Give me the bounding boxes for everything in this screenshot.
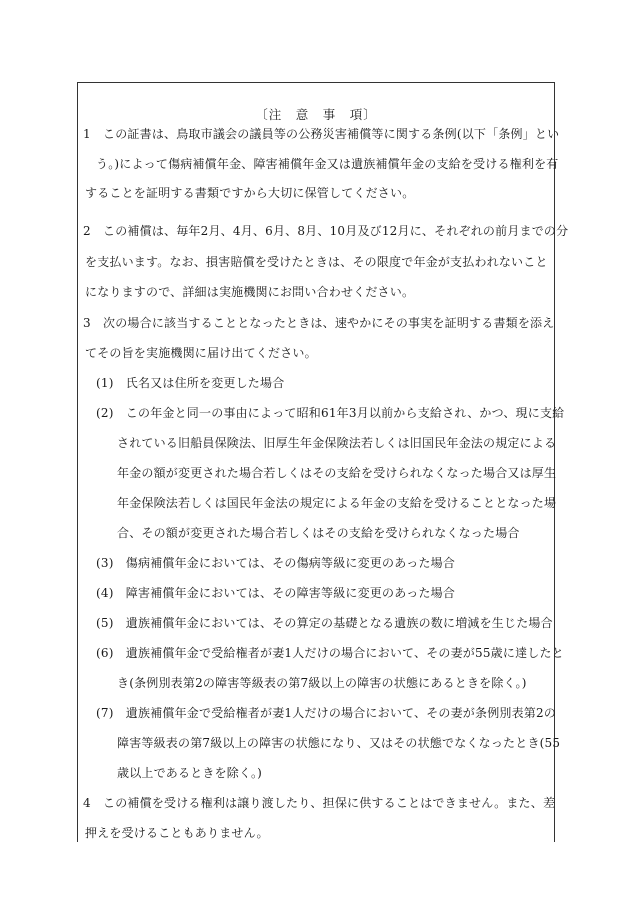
text-line: 1 この証書は、鳥取市議会の議員等の公務災害補償等に関する条例(以下「条例」とい bbox=[83, 127, 560, 141]
list-item: (3) 傷病補償年金においては、その傷病等級に変更のあった場合 bbox=[96, 556, 456, 570]
text-line: てその旨を実施機関に届け出てください。 bbox=[85, 346, 317, 360]
text-line: を支払います。なお、損害賠償を受けたときは、その限度で年金が支払われないこと bbox=[85, 255, 548, 269]
list-item: (7) 遺族補償年金で受給権者が妻1人だけの場合において、その妻が条例別表第2の bbox=[96, 706, 557, 720]
notice-title: 〔注 意 事 項〕 bbox=[255, 107, 377, 122]
text-line: することを証明する書類ですから大切に保管してください。 bbox=[85, 186, 415, 200]
text-line: き(条例別表第2の障害等級表の第7級以上の障害の状態にあるときを除く。) bbox=[117, 676, 527, 690]
text-line: 歳以上であるときを除く。) bbox=[117, 766, 263, 780]
list-item: (5) 遺族補償年金においては、その算定の基礎となる遺族の数に増減を生じた場合 bbox=[96, 616, 553, 630]
list-item: (6) 遺族補償年金で受給権者が妻1人だけの場合において、その妻が55歳に達したと bbox=[96, 646, 564, 660]
text-line: う。)によって傷病補償年金、障害補償年金又は遺族補償年金の支給を受ける権利を有 bbox=[96, 157, 559, 171]
text-line: 4 この補償を受ける権利は譲り渡したり、担保に供することはできません。また、差 bbox=[83, 796, 556, 810]
text-line: 合、その額が変更された場合若しくはその支給を受けられなくなった場合 bbox=[117, 526, 520, 540]
list-item: (2) この年金と同一の事由によって昭和61年3月以前から支給され、かつ、現に支給 bbox=[96, 406, 565, 420]
text-line: 押えを受けることもありません。 bbox=[85, 826, 269, 840]
text-line: 年金保険法若しくは国民年金法の規定による年金の支給を受けることとなった場 bbox=[117, 496, 557, 510]
text-line: 障害等級表の第7級以上の障害の状態になり、又はその状態でなくなったとき(55 bbox=[117, 736, 561, 750]
text-line: 3 次の場合に該当することとなったときは、速やかにその事実を証明する書類を添え bbox=[83, 316, 555, 330]
text-line: 2 この補償は、毎年2月、4月、6月、8月、10月及び12月に、それぞれの前月までの分 bbox=[83, 224, 569, 238]
list-item: (1) 氏名又は住所を変更した場合 bbox=[96, 376, 285, 390]
list-item: (4) 障害補償年金においては、その障害等級に変更のあった場合 bbox=[96, 586, 456, 600]
text-line: 年金の額が変更された場合若しくはその支給を受けられなくなった場合又は厚生 bbox=[117, 466, 557, 480]
text-line: になりますので、詳細は実施機関にお問い合わせください。 bbox=[85, 285, 415, 299]
text-line: されている旧船員保険法、旧厚生年金保険法若しくは旧国民年金法の規定による bbox=[117, 436, 557, 450]
